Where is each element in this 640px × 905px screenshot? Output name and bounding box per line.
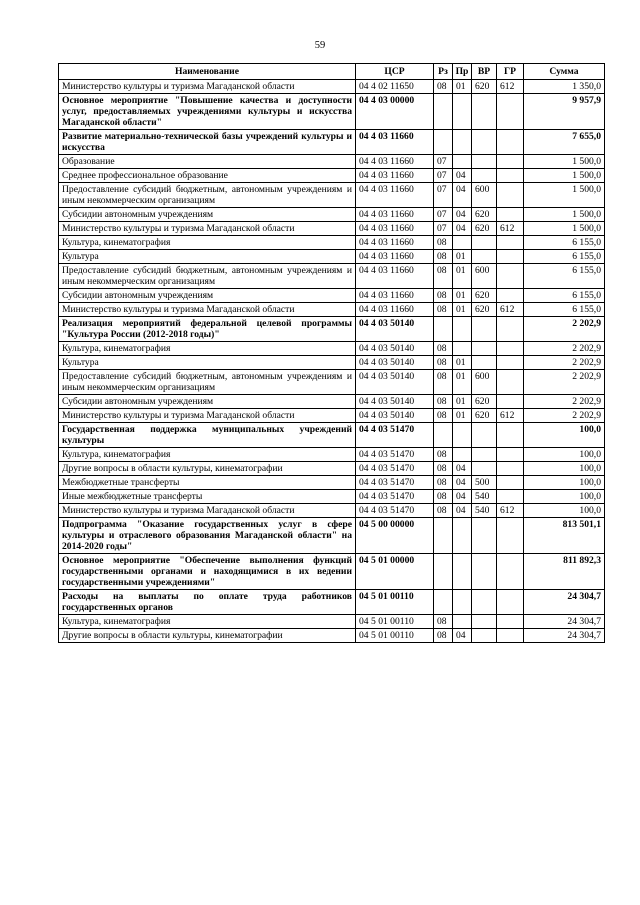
- cell-csr: 04 4 03 51470: [356, 462, 434, 476]
- cell-csr: 04 4 03 50140: [356, 342, 434, 356]
- cell-name: Другие вопросы в области культуры, кинематографии: [59, 629, 356, 643]
- table-row: [59, 289, 605, 303]
- cell-pr: [453, 342, 472, 356]
- header-csr: ЦСР: [356, 64, 434, 80]
- table-row: [59, 462, 605, 476]
- table-row: [59, 554, 605, 590]
- cell-rz: 08: [434, 250, 453, 264]
- cell-gr: [497, 395, 524, 409]
- cell-name: Предоставление субсидий бюджетным, автономным учреждениям и иным некоммерческим организациям: [59, 370, 356, 395]
- cell-csr: 04 4 03 50140: [356, 409, 434, 423]
- cell-rz: 08: [434, 289, 453, 303]
- cell-name: Министерство культуры и туризма Магаданской области: [59, 80, 356, 94]
- cell-sum: 2 202,9: [524, 342, 605, 356]
- cell-csr: 04 4 02 11650: [356, 80, 434, 94]
- table-row: [59, 80, 605, 94]
- table-row: [59, 409, 605, 423]
- cell-rz: 07: [434, 155, 453, 169]
- cell-name: Культура: [59, 250, 356, 264]
- table-row: [59, 208, 605, 222]
- cell-name: Предоставление субсидий бюджетным, автономным учреждениям и иным некоммерческим организациям: [59, 183, 356, 208]
- cell-name: Подпрограмма "Оказание государственных услуг в сфере культуры и отраслевого образования Магаданской области" на 2014-2020 годы": [59, 518, 356, 554]
- header-vr: ВР: [472, 64, 497, 80]
- header-rz: Рз: [434, 64, 453, 80]
- cell-gr: [497, 130, 524, 155]
- cell-rz: 08: [434, 370, 453, 395]
- cell-name: Субсидии автономным учреждениям: [59, 208, 356, 222]
- cell-sum: 100,0: [524, 462, 605, 476]
- cell-vr: 620: [472, 208, 497, 222]
- cell-gr: 612: [497, 80, 524, 94]
- cell-sum: 6 155,0: [524, 236, 605, 250]
- cell-rz: 08: [434, 476, 453, 490]
- cell-csr: 04 4 03 11660: [356, 130, 434, 155]
- cell-rz: [434, 130, 453, 155]
- table-row: [59, 490, 605, 504]
- cell-sum: 9 957,9: [524, 94, 605, 130]
- cell-vr: 620: [472, 303, 497, 317]
- table-row: [59, 250, 605, 264]
- cell-gr: [497, 490, 524, 504]
- cell-name: Основное мероприятие "Обеспечение выполнения функций государственными органами и находящимися в их ведении государственными учреждениями": [59, 554, 356, 590]
- table-row: [59, 155, 605, 169]
- cell-pr: 04: [453, 208, 472, 222]
- cell-pr: [453, 236, 472, 250]
- cell-gr: [497, 629, 524, 643]
- table-row: [59, 222, 605, 236]
- cell-pr: [453, 317, 472, 342]
- cell-csr: 04 4 03 11660: [356, 289, 434, 303]
- cell-pr: 04: [453, 504, 472, 518]
- table-row: [59, 303, 605, 317]
- budget-table: [58, 63, 605, 643]
- cell-gr: [497, 462, 524, 476]
- cell-gr: 612: [497, 222, 524, 236]
- cell-rz: 08: [434, 504, 453, 518]
- cell-pr: 04: [453, 490, 472, 504]
- table-body: [59, 80, 605, 643]
- cell-csr: 04 4 03 11660: [356, 264, 434, 289]
- table-row: [59, 342, 605, 356]
- table-row: [59, 264, 605, 289]
- cell-rz: [434, 317, 453, 342]
- cell-gr: 612: [497, 303, 524, 317]
- header-name: Наименование: [59, 64, 356, 80]
- cell-vr: [472, 250, 497, 264]
- cell-name: Культура, кинематография: [59, 342, 356, 356]
- cell-vr: 540: [472, 490, 497, 504]
- cell-vr: [472, 448, 497, 462]
- cell-csr: 04 5 01 00110: [356, 629, 434, 643]
- cell-gr: [497, 423, 524, 448]
- cell-rz: 08: [434, 448, 453, 462]
- cell-vr: 600: [472, 183, 497, 208]
- cell-vr: 500: [472, 476, 497, 490]
- cell-csr: 04 4 03 51470: [356, 448, 434, 462]
- table-row: [59, 183, 605, 208]
- cell-rz: 08: [434, 409, 453, 423]
- cell-rz: 08: [434, 490, 453, 504]
- cell-gr: [497, 155, 524, 169]
- cell-vr: 600: [472, 370, 497, 395]
- cell-sum: 6 155,0: [524, 303, 605, 317]
- cell-sum: 24 304,7: [524, 615, 605, 629]
- table-row: [59, 370, 605, 395]
- table-row: [59, 629, 605, 643]
- cell-sum: 24 304,7: [524, 590, 605, 615]
- table-row: [59, 590, 605, 615]
- cell-sum: 100,0: [524, 448, 605, 462]
- cell-rz: 07: [434, 208, 453, 222]
- table-row: [59, 476, 605, 490]
- table-row: [59, 94, 605, 130]
- cell-pr: 01: [453, 80, 472, 94]
- cell-vr: [472, 554, 497, 590]
- cell-name: Другие вопросы в области культуры, кинематографии: [59, 462, 356, 476]
- cell-pr: [453, 590, 472, 615]
- cell-gr: [497, 236, 524, 250]
- cell-name: Министерство культуры и туризма Магаданской области: [59, 504, 356, 518]
- cell-pr: 04: [453, 462, 472, 476]
- cell-vr: 620: [472, 222, 497, 236]
- cell-vr: [472, 615, 497, 629]
- cell-vr: 620: [472, 409, 497, 423]
- cell-rz: 07: [434, 183, 453, 208]
- cell-sum: 2 202,9: [524, 409, 605, 423]
- cell-name: Предоставление субсидий бюджетным, автономным учреждениям и иным некоммерческим организациям: [59, 264, 356, 289]
- header-pr: Пр: [453, 64, 472, 80]
- page-number: 59: [314, 40, 326, 51]
- cell-gr: [497, 554, 524, 590]
- cell-csr: 04 4 03 51470: [356, 476, 434, 490]
- cell-gr: [497, 615, 524, 629]
- cell-vr: 540: [472, 504, 497, 518]
- cell-sum: 2 202,9: [524, 370, 605, 395]
- cell-gr: [497, 370, 524, 395]
- cell-gr: [497, 94, 524, 130]
- cell-vr: [472, 94, 497, 130]
- cell-name: Субсидии автономным учреждениям: [59, 395, 356, 409]
- cell-csr: 04 4 03 11660: [356, 169, 434, 183]
- cell-vr: [472, 342, 497, 356]
- cell-gr: [497, 208, 524, 222]
- cell-pr: 01: [453, 289, 472, 303]
- cell-sum: 811 892,3: [524, 554, 605, 590]
- cell-sum: 6 155,0: [524, 250, 605, 264]
- cell-rz: 07: [434, 169, 453, 183]
- cell-rz: [434, 94, 453, 130]
- cell-csr: 04 4 03 11660: [356, 222, 434, 236]
- cell-sum: 100,0: [524, 423, 605, 448]
- cell-rz: [434, 518, 453, 554]
- cell-pr: [453, 94, 472, 130]
- cell-sum: 100,0: [524, 490, 605, 504]
- cell-pr: 01: [453, 395, 472, 409]
- cell-vr: [472, 236, 497, 250]
- table-row: [59, 169, 605, 183]
- cell-pr: [453, 554, 472, 590]
- cell-pr: [453, 448, 472, 462]
- cell-vr: 620: [472, 289, 497, 303]
- cell-csr: 04 4 03 50140: [356, 356, 434, 370]
- cell-pr: [453, 155, 472, 169]
- cell-pr: 04: [453, 169, 472, 183]
- cell-sum: 1 500,0: [524, 155, 605, 169]
- cell-pr: 04: [453, 222, 472, 236]
- cell-sum: 7 655,0: [524, 130, 605, 155]
- cell-vr: [472, 462, 497, 476]
- cell-pr: [453, 423, 472, 448]
- cell-rz: 08: [434, 80, 453, 94]
- table-row: [59, 395, 605, 409]
- cell-vr: [472, 317, 497, 342]
- cell-csr: 04 5 01 00000: [356, 554, 434, 590]
- cell-vr: 600: [472, 264, 497, 289]
- cell-pr: 04: [453, 476, 472, 490]
- cell-sum: 100,0: [524, 504, 605, 518]
- cell-name: Министерство культуры и туризма Магаданской области: [59, 303, 356, 317]
- cell-csr: 04 4 03 11660: [356, 303, 434, 317]
- header-sum: Сумма: [524, 64, 605, 80]
- cell-pr: 01: [453, 356, 472, 370]
- cell-name: Развитие материально-технической базы учреждений культуры и искусства: [59, 130, 356, 155]
- table-row: [59, 356, 605, 370]
- cell-csr: 04 4 03 50140: [356, 317, 434, 342]
- cell-csr: 04 5 01 00110: [356, 590, 434, 615]
- cell-rz: 08: [434, 629, 453, 643]
- cell-sum: 6 155,0: [524, 264, 605, 289]
- cell-csr: 04 4 03 11660: [356, 250, 434, 264]
- header-gr: ГР: [497, 64, 524, 80]
- cell-gr: [497, 590, 524, 615]
- cell-rz: 08: [434, 342, 453, 356]
- cell-sum: 1 500,0: [524, 169, 605, 183]
- cell-sum: 24 304,7: [524, 629, 605, 643]
- cell-rz: [434, 423, 453, 448]
- cell-sum: 1 350,0: [524, 80, 605, 94]
- cell-gr: 612: [497, 504, 524, 518]
- cell-rz: 08: [434, 303, 453, 317]
- cell-sum: 2 202,9: [524, 356, 605, 370]
- cell-csr: 04 4 03 11660: [356, 183, 434, 208]
- cell-name: Образование: [59, 155, 356, 169]
- cell-name: Среднее профессиональное образование: [59, 169, 356, 183]
- cell-pr: 04: [453, 629, 472, 643]
- cell-gr: [497, 356, 524, 370]
- cell-gr: [497, 169, 524, 183]
- cell-pr: 01: [453, 264, 472, 289]
- table-row: [59, 317, 605, 342]
- cell-name: Культура, кинематография: [59, 615, 356, 629]
- cell-name: Министерство культуры и туризма Магаданской области: [59, 222, 356, 236]
- cell-rz: 08: [434, 615, 453, 629]
- cell-pr: 01: [453, 250, 472, 264]
- cell-pr: 01: [453, 370, 472, 395]
- cell-csr: 04 4 03 11660: [356, 155, 434, 169]
- cell-vr: 620: [472, 80, 497, 94]
- cell-csr: 04 5 00 00000: [356, 518, 434, 554]
- cell-gr: [497, 183, 524, 208]
- cell-sum: 100,0: [524, 476, 605, 490]
- cell-sum: 2 202,9: [524, 317, 605, 342]
- cell-pr: 01: [453, 303, 472, 317]
- cell-rz: 07: [434, 222, 453, 236]
- cell-vr: [472, 518, 497, 554]
- cell-vr: [472, 169, 497, 183]
- cell-gr: [497, 317, 524, 342]
- cell-rz: [434, 554, 453, 590]
- cell-name: Основное мероприятие "Повышение качества и доступности услуг, предоставляемых учреждениями культуры и искусства Магаданской области": [59, 94, 356, 130]
- cell-vr: 620: [472, 395, 497, 409]
- cell-pr: [453, 518, 472, 554]
- table-row: [59, 518, 605, 554]
- cell-csr: 04 4 03 51470: [356, 423, 434, 448]
- cell-csr: 04 4 03 51470: [356, 504, 434, 518]
- cell-name: Министерство культуры и туризма Магаданской области: [59, 409, 356, 423]
- cell-gr: [497, 250, 524, 264]
- cell-rz: 08: [434, 264, 453, 289]
- cell-gr: 612: [497, 409, 524, 423]
- cell-rz: [434, 590, 453, 615]
- cell-gr: [497, 518, 524, 554]
- cell-csr: 04 4 03 11660: [356, 236, 434, 250]
- cell-rz: 08: [434, 462, 453, 476]
- table-row: [59, 448, 605, 462]
- cell-vr: [472, 423, 497, 448]
- cell-name: Культура, кинематография: [59, 236, 356, 250]
- cell-name: Иные межбюджетные трансферты: [59, 490, 356, 504]
- cell-rz: 08: [434, 236, 453, 250]
- cell-vr: [472, 629, 497, 643]
- cell-csr: 04 4 03 51470: [356, 490, 434, 504]
- cell-vr: [472, 155, 497, 169]
- cell-name: Субсидии автономным учреждениям: [59, 289, 356, 303]
- cell-sum: 6 155,0: [524, 289, 605, 303]
- cell-pr: 01: [453, 409, 472, 423]
- cell-rz: 08: [434, 356, 453, 370]
- cell-vr: [472, 590, 497, 615]
- cell-name: Межбюджетные трансферты: [59, 476, 356, 490]
- table-row: [59, 504, 605, 518]
- cell-name: Культура, кинематография: [59, 448, 356, 462]
- cell-sum: 2 202,9: [524, 395, 605, 409]
- table-row: [59, 615, 605, 629]
- cell-name: Культура: [59, 356, 356, 370]
- cell-pr: [453, 130, 472, 155]
- cell-gr: [497, 342, 524, 356]
- cell-sum: 1 500,0: [524, 222, 605, 236]
- cell-name: Государственная поддержка муниципальных учреждений культуры: [59, 423, 356, 448]
- cell-pr: [453, 615, 472, 629]
- cell-csr: 04 4 03 11660: [356, 208, 434, 222]
- cell-sum: 1 500,0: [524, 183, 605, 208]
- cell-rz: 08: [434, 395, 453, 409]
- cell-gr: [497, 448, 524, 462]
- cell-gr: [497, 289, 524, 303]
- cell-name: Расходы на выплаты по оплате труда работников государственных органов: [59, 590, 356, 615]
- cell-csr: 04 5 01 00110: [356, 615, 434, 629]
- table-row: [59, 423, 605, 448]
- cell-gr: [497, 264, 524, 289]
- cell-pr: 04: [453, 183, 472, 208]
- cell-vr: [472, 130, 497, 155]
- cell-sum: 813 501,1: [524, 518, 605, 554]
- cell-csr: 04 4 03 00000: [356, 94, 434, 130]
- cell-vr: [472, 356, 497, 370]
- table-row: [59, 236, 605, 250]
- cell-gr: [497, 476, 524, 490]
- cell-name: Реализация мероприятий федеральной целевой программы "Культура России (2012-2018 годы)": [59, 317, 356, 342]
- cell-csr: 04 4 03 50140: [356, 395, 434, 409]
- cell-sum: 1 500,0: [524, 208, 605, 222]
- cell-csr: 04 4 03 50140: [356, 370, 434, 395]
- table-row: [59, 130, 605, 155]
- table-header-row: [59, 64, 605, 80]
